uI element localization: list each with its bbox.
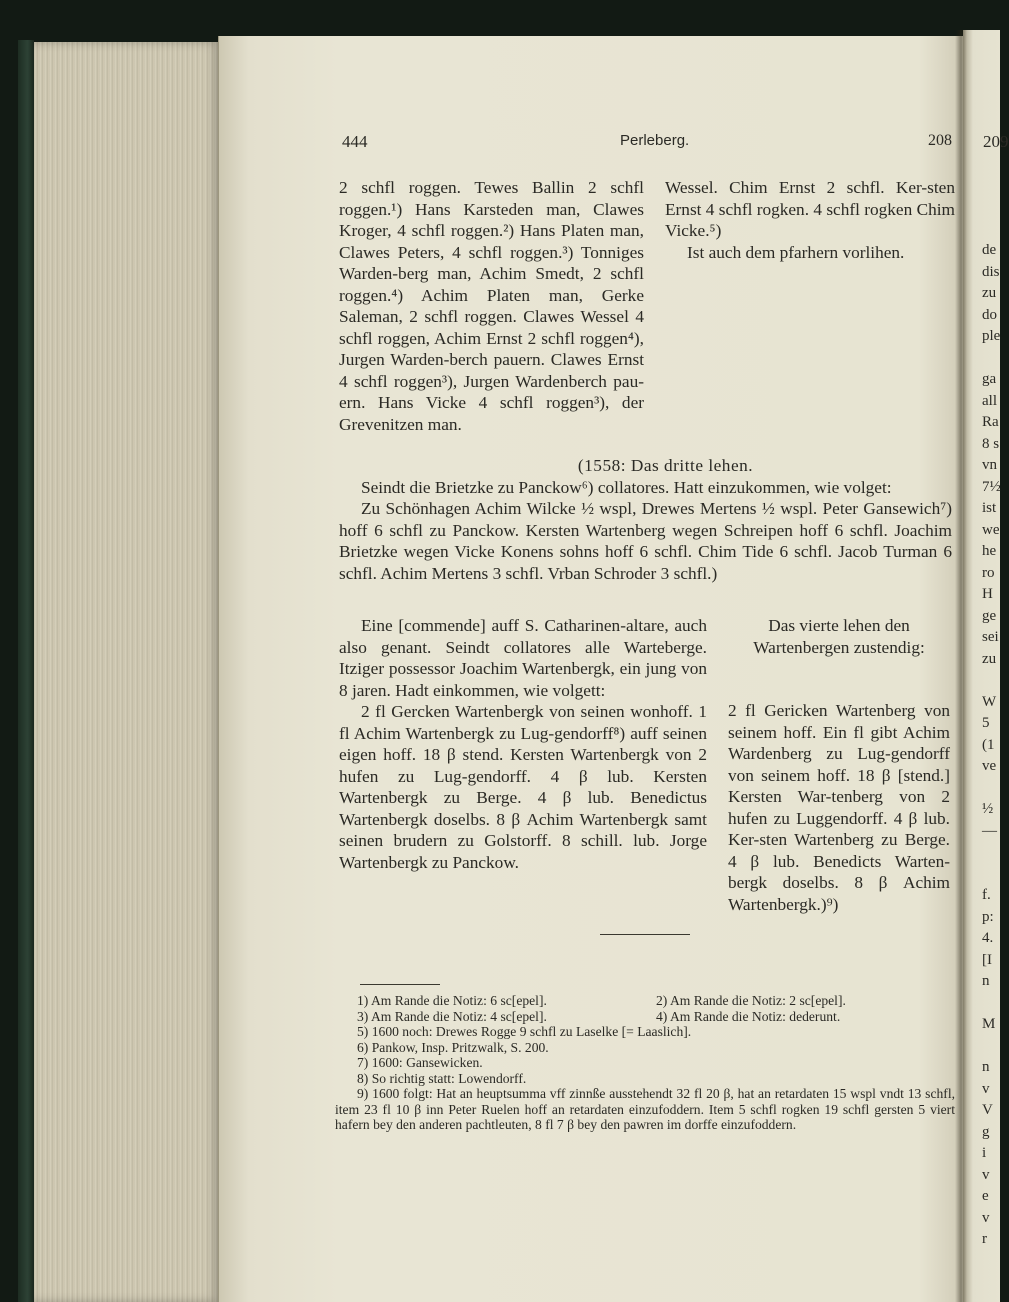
next-page-fragment: he: [982, 543, 997, 559]
column-end-rule: [600, 934, 690, 935]
next-page-fragment: i: [982, 1145, 987, 1161]
next-page-fragment: vn: [982, 457, 997, 473]
next-page-fragment: H: [982, 586, 993, 602]
next-page-fragment: de: [982, 242, 997, 258]
next-page-fragment: zu: [982, 285, 997, 301]
section-intro: Seindt die Brietzke zu Panckow⁶) collatores. Hatt einzukommen, wie volget:: [361, 477, 892, 497]
footnote-4: 4) Am Rande die Notiz: dederunt.: [656, 1008, 841, 1024]
next-page-fragment: e: [982, 1188, 989, 1204]
next-page-fragment: [982, 778, 1001, 800]
next-page-fragment: —: [982, 822, 997, 839]
next-page-fragment: (1: [982, 736, 995, 753]
next-page-fragment: [982, 993, 1001, 1015]
page-number: 444: [342, 132, 368, 151]
next-page-fragment: 7½: [982, 478, 1001, 495]
section-1558: [339, 455, 952, 584]
next-page-fragment: [982, 842, 1001, 864]
next-page-fragment: f.: [982, 887, 991, 903]
gutter-shadow: [955, 30, 967, 1302]
next-page-fragment: do: [982, 306, 997, 323]
fourth-lehen-title: Das vierte lehen den Wartenbergen zustendig:: [753, 616, 925, 657]
running-title: Perleberg.: [620, 132, 690, 149]
next-page-fragment: 8 s: [982, 435, 1000, 452]
next-page-fragment: v: [982, 1166, 990, 1183]
right-column-para2: Ist auch dem pfarhern vorlihen.: [687, 242, 905, 262]
right-column: [665, 177, 955, 263]
commende-income: 2 fl Gercken Wartenbergk von seinen wonhoff. 1 fl Achim Wartenbergk zu Lug-gendorff⁸) auff seinen eigen hoff. 18 β stend. Kersten Wartenbergk von 2 hufen zu Lug-gendorff. 4 β lub. Kersten Wartenbergk zu Berge. 4 β lub. Benedictus Wartenbergk doselbs. 8 β Achim Wartenbergk samt seinen brudern zu Golstorff. 8 schill. lub. Jorge Wartenbergk zu Panckow.: [339, 702, 707, 872]
next-page-fragment: ve: [982, 758, 997, 774]
commende-intro: Eine [commende] auff S. Catharinen-altare, auch also genant. Seindt collatores alle Warteberge. Itziger possessor Joachim Wartenbergk, ein jung von 8 jaren. Hadt einkommen, wie volgett:: [339, 616, 707, 700]
next-page-fragment: n: [982, 973, 990, 989]
section-heading: (1558: Das dritte lehen.: [577, 456, 754, 475]
right-column-para1: Wessel. Chim Ernst 2 schfl. Ker-sten Ernst 4 schfl rogken. 4 schfl rogken Chim Vicke.⁵): [665, 178, 955, 240]
footnote-separator: [360, 984, 440, 985]
next-page-fragment: [982, 348, 1001, 370]
next-page-fragment: ro: [982, 564, 995, 581]
next-page-fragment: ½: [982, 801, 994, 817]
next-page-fragment: v: [982, 1209, 990, 1226]
next-page-fragment: r: [982, 1231, 987, 1247]
page-stack-edge: [34, 42, 220, 1302]
next-page-fragment: 4.: [982, 930, 994, 946]
footnote-8: 8) So richtig statt: Lowendorff.: [357, 1070, 527, 1086]
next-page-fragment: Ra: [982, 414, 999, 430]
next-page-fragment: ist: [982, 500, 997, 516]
footnote-9: 9) 1600 folgt: Hat an heuptsumma vff zinnße ausstehendt 32 fl 20 β, hat an retardaten 15 wspl vndt 13 schfl, item 23 fl 10 β inn Peter Ruelen hoff an retardaten einzufoddern. Item 5 schfl rogken 19 schfl gersten 5 viert hafern bey den anderen pachtleuten, 8 fl 7 β bey den pawren im dorffe einzufoddern.: [335, 1086, 955, 1132]
lower-left-column: [339, 615, 707, 873]
next-page-fragment: ge: [982, 607, 997, 624]
footnotes: [335, 993, 955, 1133]
footnote-5: 5) 1600 noch: Drewes Rogge 9 schfl zu Laselke [= Laaslich].: [357, 1024, 692, 1039]
next-page-fragment: [982, 670, 1001, 692]
footnote-3: 3) Am Rande die Notiz: 4 sc[epel].: [357, 1008, 547, 1024]
next-page-fragment: V: [982, 1102, 993, 1118]
footnote-7: 7) 1600: Gansewicken.: [357, 1055, 483, 1070]
footnote-6: 6) Pankow, Insp. Pritzwalk, S. 200.: [357, 1039, 549, 1055]
next-page-fragment: W: [982, 693, 997, 710]
next-page-fragment: v: [982, 1080, 990, 1097]
next-page-fragment: n: [982, 1059, 990, 1075]
next-page-fragment: M: [982, 1016, 996, 1032]
fourth-lehen-body: 2 fl Gericken Wartenberg von seinem hoff. Ein fl gibt Achim Wardenberg zu Lug-gendorff von seinem hoff. 18 β [stend.] Kersten War-tenberg von 2 hufen zu Luggendorff. 4 β lub. Ker-sten Wartenberg zu Berge. 4 β lub. Benedicts Warten-bergk doselbs. 8 β Achim Wartenbergk.)⁹): [728, 701, 950, 914]
section-body: Zu Schönhagen Achim Wilcke ½ wspl, Drewes Mertens ½ wspl. Peter Gansewich⁷) hoff 6 schfl zu Panckow. Kersten Wartenberg wegen Schreipen hoff 6 schfl. Joachim Brietzke wegen Vicke Konens sohns hoff 6 schfl. Chim Tide 6 schfl. Jacob Turman 6 schfl. Achim Mertens 3 schfl. Vrban Schroder 3 schfl.): [339, 499, 952, 583]
next-page-fragment: ple: [982, 328, 1001, 344]
next-page-fragment: 5: [982, 715, 990, 731]
footnote-2: 2) Am Rande die Notiz: 2 sc[epel].: [656, 993, 846, 1008]
next-page-fragment: g: [982, 1123, 990, 1140]
next-page-fragment: dis: [982, 263, 1000, 280]
next-page-number: 209: [983, 132, 1009, 151]
left-column: [339, 177, 644, 435]
next-page-fragment: sei: [982, 629, 999, 645]
next-page-fragment: [I: [982, 951, 992, 968]
next-page-text: [982, 240, 1001, 1251]
next-page-fragment: [982, 864, 1001, 886]
lower-right-column: [728, 615, 950, 915]
book-spine-edge: [18, 40, 34, 1302]
next-page-fragment: [982, 1036, 1001, 1058]
next-page-fragment: we: [982, 521, 1000, 538]
footnote-1: 1) Am Rande die Notiz: 6 sc[epel].: [357, 993, 547, 1008]
next-page-fragment: ga: [982, 371, 997, 387]
right-page-number: 208: [928, 132, 952, 149]
left-column-text: 2 schfl roggen. Tewes Ballin 2 schfl roggen.¹) Hans Karsteden man, Clawes Kroger, 4 schfl roggen.²) Hans Platen man, Clawes Peters, 4 schfl roggen.³) Tonniges Warden-berg man, Achim Smedt, 2 schfl roggen.⁴) Achim Platen man, Gerke Saleman, 2 schfl roggen. Clawes Wessel 4 schfl roggen, Achim Ernst 2 schfl roggen⁴), Jurgen Warden-berch pauern. Clawes Ernst 4 schfl roggen³), Jurgen Wardenberch pau-ern. Hans Vicke 4 schfl roggen³), der Grevenitzen man.: [339, 178, 644, 434]
next-page-fragment: zu: [982, 650, 997, 667]
next-page-fragment: all: [982, 392, 997, 409]
next-page-fragment: p:: [982, 908, 994, 925]
